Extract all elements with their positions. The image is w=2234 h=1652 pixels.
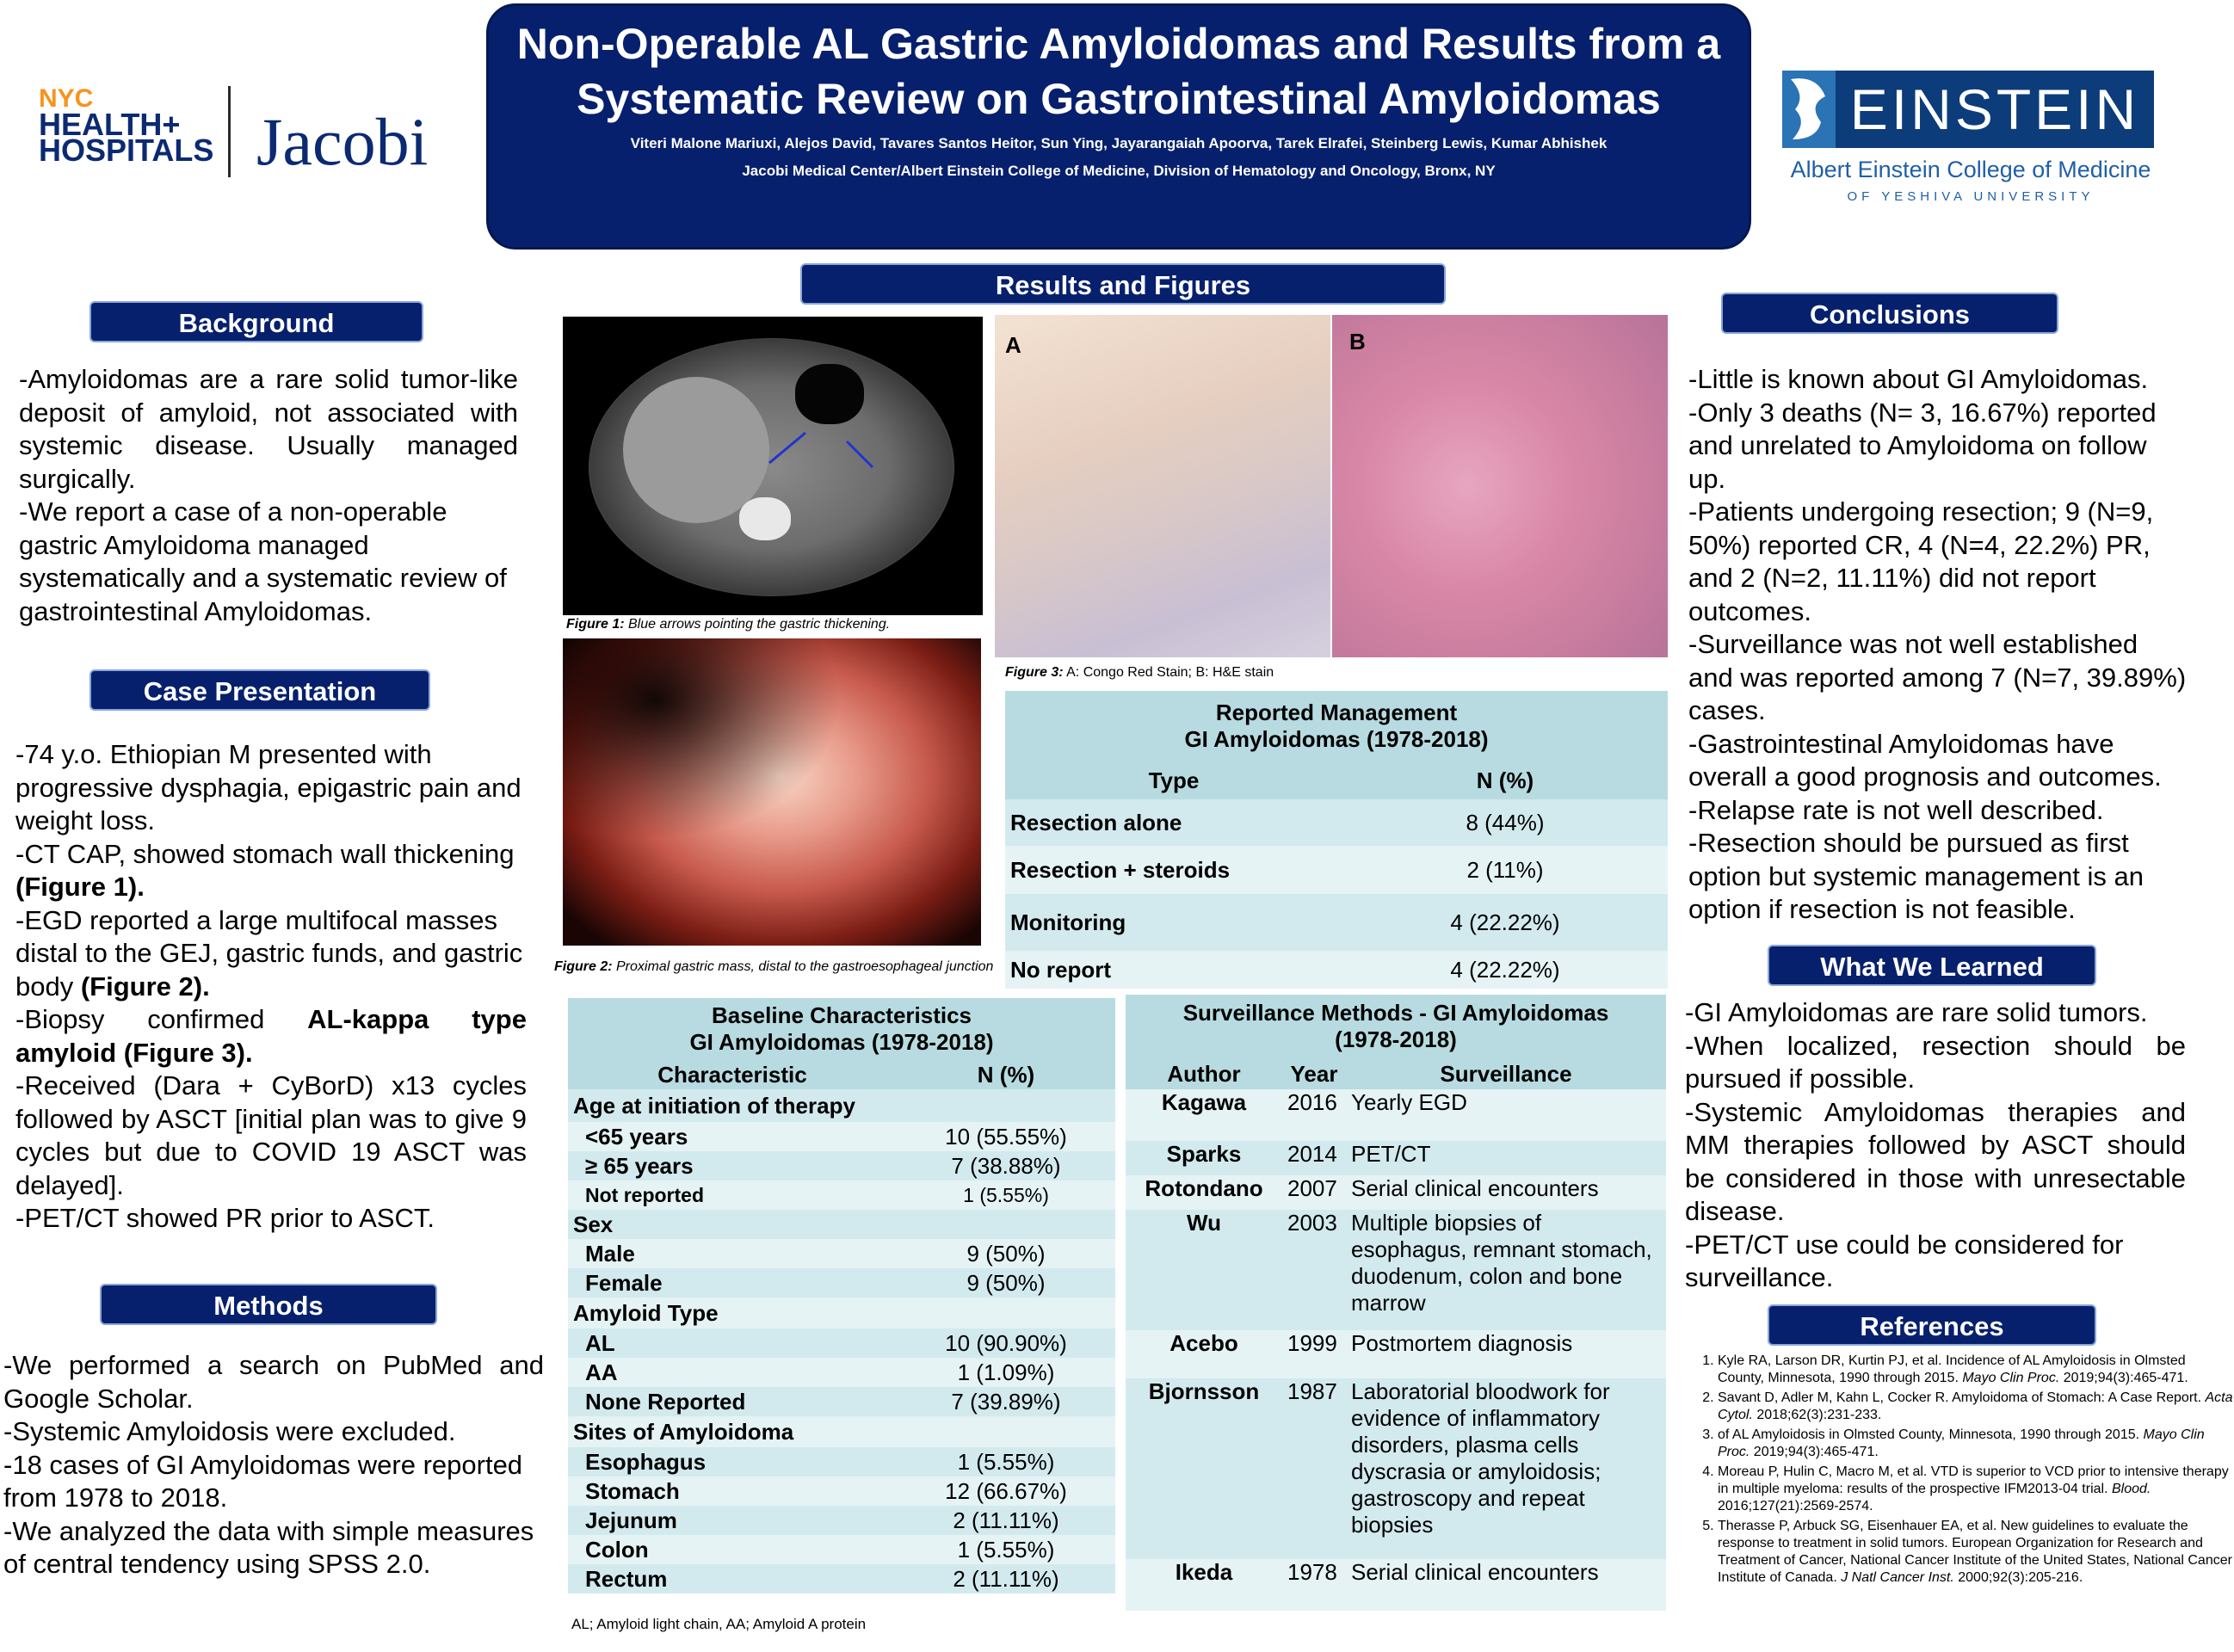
learned-item: -PET/CT use could be considered for surveillance. [1685,1229,2124,1292]
row-label: No report [1010,956,1111,983]
results-heading: Results and Figures [800,263,1446,305]
what-we-learned-heading: What We Learned [1768,945,2096,986]
table-row [1126,1210,1666,1330]
table-title-line: Baseline Characteristics [711,1002,972,1028]
logo-text-nyc: NYC [39,84,94,113]
author-cell: Rotondano [1145,1175,1263,1201]
case-paragraph [15,838,527,904]
table-title-line: Reported Management [1215,700,1458,725]
reference-journal: Mayo Clin Proc. [1962,1371,2060,1385]
case-presentation-text [15,738,527,1236]
method-cell: Yearly EGD [1351,1089,1467,1115]
table-title [1126,995,1666,1058]
table-row [1005,799,1668,846]
conclusion-item: -Little is known about GI Amyloidomas. [1688,364,2149,394]
caption-text: A: Congo Red Stain; B: H&E stain [1063,665,1274,680]
group-row [568,1416,1115,1447]
row-value: 1 (1.09%) [957,1359,1055,1385]
background-heading: Background [89,301,423,342]
reference-item [1718,1353,2234,1387]
table-row [1126,1378,1666,1559]
row-value: 9 (50%) [966,1269,1046,1296]
author-cell: Wu [1187,1210,1221,1236]
row-value: 1 (5.55%) [957,1536,1055,1563]
table-row [1126,1089,1666,1141]
methods-heading: Methods [100,1284,437,1325]
author-cell: Ikeda [1175,1559,1233,1585]
table-row [1126,1330,1666,1378]
case-paragraph: -Received (Dara + CyBorD) x13 cycles followed by ASCT [initial plan was to give 9 cycles but due to COVID 19 ASCT was delayed]. [15,1070,527,1200]
table-row [568,1358,1115,1387]
row-label: <65 years [585,1123,688,1150]
logo-text-health: HEALTH+ [39,107,181,142]
empty-cell [897,1298,1115,1328]
methods-paragraph: -18 cases of GI Amyloidomas were reported from 1978 to 2018. [3,1449,523,1513]
empty-cell [897,1089,1115,1122]
panel-label: A [1005,332,1021,358]
reference-text: Moreau P, Hulin C, Macro M, et al. VTD is superior to VCD prior to intensive therapy in multiple myeloma: results of the prospective IFM2013-04 trial. [1718,1464,2229,1496]
year-cell: 2014 [1287,1141,1337,1167]
table-row [1126,1175,1666,1210]
reference-journal: Blood. [2111,1482,2151,1496]
methods-paragraph: -We performed a search on PubMed and Google Scholar. [3,1350,544,1414]
row-label: ≥ 65 years [585,1152,694,1179]
nyc-health-hospitals-logo [39,84,214,168]
row-label: Male [585,1240,635,1267]
year-cell: 1978 [1287,1559,1337,1585]
author-list: Viteri Malone Mariuxi, Alejos David, Tavares Santos Heitor, Sun Ying, Jayarangaiah Apoorva, Tarek Elrafei, Steinberg Lewis, Kumar Abhishek [630,135,1608,151]
logo-text-hospitals: HOSPITALS [39,133,214,168]
poster-title: Non-Operable AL Gastric Amyloidomas and Results from a Systematic Review on Gastrointestinal Amyloidomas [516,20,1721,123]
baseline-table [568,998,1115,1593]
conclusion-item: -Patients undergoing resection; 9 (N=9, 50%) reported CR, 4 (N=4, 22.2%) PR, and 2 (N=2, 11.11%) did not report outcomes. [1688,496,2154,626]
empty-cell [897,1416,1115,1447]
table-row [1005,951,1668,989]
row-label: Colon [585,1536,649,1563]
row-label: Esophagus [585,1448,707,1475]
column-header: N (%) [977,1061,1035,1088]
title-banner [486,3,1751,250]
year-cell: 1987 [1287,1378,1337,1404]
reference-text: Savant D, Adler M, Kahn L, Cocker R. Amyloidoma of Stomach: A Case Report. [1718,1390,2206,1405]
group-label: Age at initiation of therapy [573,1092,855,1119]
table-title-row [568,998,1115,1060]
row-value: 7 (38.88%) [951,1152,1061,1179]
einstein-emblem-icon [1782,71,1836,148]
reference-citation: 2019;94(3):465-471. [2059,1371,2188,1385]
reference-citation: 2018;62(3):231-233. [1752,1408,1882,1422]
figure-1-caption [566,616,997,633]
table-row [568,1535,1115,1564]
reference-text: Therasse P, Arbuck SG, Eisenhauer EA, et al. New guidelines to evaluate the response to treatment in solid tumors. European Organization for Research and Treatment of Cancer, National Cancer Institute of the United States, National Cancer Institute of Canada. [1718,1519,2232,1585]
jacobi-logo: Jacobi [256,104,429,179]
methods-text [3,1349,544,1581]
table-row [568,1476,1115,1506]
table-header-row [1005,761,1668,799]
ct-scan-image [563,317,983,615]
row-label: Jejunum [585,1507,677,1533]
group-label: Amyloid Type [573,1299,719,1326]
learned-item: -When localized, resection should be pursued if possible. [1685,1030,2186,1094]
references-heading: References [1768,1304,2096,1346]
row-value: 2 (11%) [1466,856,1544,883]
endoscopy-shadow [563,638,981,946]
figure-reference: AL-kappa type amyloid (Figure 3). [15,1004,527,1068]
conclusion-item: -Gastrointestinal Amyloidomas have overall a good prognosis and outcomes. [1688,728,2162,792]
case-text: -Biopsy confirmed [15,1004,308,1034]
year-cell: 2016 [1287,1089,1337,1115]
column-header: N (%) [1476,767,1534,793]
conclusions-heading: Conclusions [1721,293,2058,334]
column-header: Type [1148,767,1200,793]
figure-reference: (Figure 1). [15,872,145,902]
group-row [568,1298,1115,1328]
reference-journal: Acta Cytol. [1718,1390,2233,1422]
row-value: 7 (39.89%) [951,1388,1061,1415]
row-label: Rectum [585,1565,668,1592]
column-header: Characteristic [657,1061,807,1088]
row-value: 2 (11.11%) [953,1565,1059,1592]
figure-reference: (Figure 2). [80,971,210,1002]
column-header: Surveillance [1440,1060,1572,1087]
reference-item [1718,1464,2234,1515]
row-value: 2 (11.11%) [953,1507,1059,1533]
row-value: 4 (22.22%) [1450,909,1560,935]
learned-item: -Systemic Amyloidomas therapies and MM therapies followed by ASCT should be considered in those with unresectable disease. [1685,1096,2186,1226]
caption-text: Proximal gastric mass, distal to the gastroesophageal junction [612,959,994,974]
table-header-row [568,1060,1115,1089]
figure-3-caption [1005,664,1435,681]
table-row [1126,1141,1666,1175]
surveillance-table [1126,995,1666,1611]
case-text: -CT CAP, showed stomach wall thickening [15,838,515,869]
table-title-line: Surveillance Methods - GI Amyloidomas [1182,1000,1609,1026]
background-paragraph: -Amyloidomas are a rare solid tumor-like deposit of amyloid, not associated with systemic disease. Usually managed surgically. [19,364,518,494]
case-text: -EGD reported a large multifocal masses distal to the GEJ, gastric funds, and gastric body [15,904,523,1002]
table-row [568,1122,1115,1151]
group-label: Sites of Amyloidoma [573,1418,794,1445]
figure-label: Figure 2: [554,959,613,974]
row-value: 10 (90.90%) [945,1329,1067,1356]
table-title-line: GI Amyloidomas (1978-2018) [689,1029,994,1055]
reference-citation: 2000;92(3):205-216. [1953,1570,2083,1585]
group-label: Sex [573,1211,614,1237]
row-label: AA [585,1359,618,1385]
row-label: Stomach [585,1477,680,1504]
reference-text: Kyle RA, Larson DR, Kurtin PJ, et al. Incidence of AL Amyloidosis in Olmsted County, Minnesota, 1990 through 2015. [1718,1353,2186,1385]
baseline-footnote: AL; Amyloid light chain, AA; Amyloid A protein [571,1616,867,1632]
logo-divider [228,86,231,177]
methods-paragraph: -Systemic Amyloidosis were excluded. [3,1416,456,1446]
table-row [1005,894,1668,951]
author-cell: Kagawa [1161,1089,1247,1115]
table-row [568,1151,1115,1180]
einstein-college-name: Albert Einstein College of Medicine [1790,157,2151,182]
reference-citation: 2019;94(3):465-471. [1750,1445,1879,1459]
row-value: 4 (22.22%) [1450,956,1560,983]
methods-paragraph: -We analyzed the data with simple measures of central tendency using SPSS 2.0. [3,1515,534,1579]
case-presentation-heading: Case Presentation [89,669,430,711]
group-row [568,1210,1115,1239]
einstein-logo: EINSTEIN [1836,71,2154,148]
reference-item [1718,1518,2234,1587]
row-label: Monitoring [1010,909,1126,935]
table-row [568,1328,1115,1358]
reference-list [1688,1353,2234,1589]
management-table [1005,691,1668,989]
conclusion-item: -Surveillance was not well established and was reported among 7 (N=7, 39.89%) cases. [1688,629,2187,725]
figure-label: Figure 3: [1005,665,1064,680]
table-row [568,1268,1115,1298]
reference-item [1718,1427,2234,1461]
reference-journal: Mayo Clin Proc. [1718,1427,2205,1459]
reference-item [1718,1390,2234,1424]
reference-journal: J Natl Cancer Inst. [1841,1570,1954,1585]
background-text [19,363,518,628]
reference-text: of AL Amyloidosis in Olmsted County, Minnesota, 1990 through 2015. [1718,1427,2144,1442]
table-title-row [1005,691,1668,761]
table-row [568,1180,1115,1210]
conclusion-item: -Resection should be pursued as first option but systemic management is an option if resection is not feasible. [1688,828,2144,924]
background-paragraph: -We report a case of a non-operable gastric Amyloidoma managed systematically and a systematic review of gastrointestinal Amyloidomas. [19,496,507,626]
conclusion-item: -Only 3 deaths (N= 3, 16.67%) reported and unrelated to Amyloidoma on follow up. [1688,397,2157,494]
learned-item: -GI Amyloidomas are rare solid tumors. [1685,997,2148,1027]
table-row [568,1564,1115,1593]
column-header: Author [1167,1060,1241,1087]
conclusion-item: -Relapse rate is not well described. [1688,794,2104,825]
author-cell: Bjornsson [1148,1378,1260,1404]
table-title [568,998,1115,1060]
table-title-line: GI Amyloidomas (1978-2018) [1184,726,1489,752]
table-row [1126,1559,1666,1611]
year-cell: 2003 [1287,1210,1337,1236]
congo-red-stain-image [995,315,1330,657]
row-label: Resection + steroids [1010,856,1231,883]
table-row [568,1506,1115,1535]
table-header-row [1126,1058,1666,1089]
row-value: 8 (44%) [1466,809,1545,835]
caption-text: Blue arrows pointing the gastric thickening. [624,617,891,632]
figure-2-caption [554,959,995,976]
author-cell: Sparks [1166,1141,1242,1167]
reference-citation: 2016;127(21):2569-2574. [1718,1499,1873,1513]
conclusions-text [1688,363,2188,927]
endoscopy-image [563,638,981,946]
method-cell: Multiple biopsies of esophagus, remnant stomach, duodenum, colon and bone marrow [1351,1210,1652,1316]
table-row [568,1387,1115,1416]
case-paragraph: -74 y.o. Ethiopian M presented with progressive dysphagia, epigastric pain and weight loss. [15,739,521,835]
row-value: 10 (55.55%) [945,1123,1067,1150]
case-paragraph: -PET/CT showed PR prior to ASCT. [15,1203,435,1233]
row-value: 1 (5.55%) [963,1183,1049,1206]
table-row [568,1447,1115,1476]
case-paragraph [15,904,527,1004]
group-row [568,1089,1115,1122]
method-cell: PET/CT [1351,1141,1431,1167]
affiliation: Jacobi Medical Center/Albert Einstein College of Medicine, Division of Hematology and Oncology, Bronx, NY [742,163,1496,179]
case-paragraph [15,1003,527,1069]
row-label: AL [585,1329,615,1356]
row-label: Female [585,1269,663,1296]
row-value: 9 (50%) [966,1240,1046,1267]
table-title [1005,691,1668,761]
figure-label: Figure 1: [566,617,625,632]
table-title-line: (1978-2018) [1335,1026,1457,1052]
einstein-university-name: OF YESHIVA UNIVERSITY [1847,189,2095,204]
author-cell: Acebo [1169,1330,1238,1356]
row-value: 1 (5.55%) [957,1448,1055,1475]
what-we-learned-text [1685,996,2186,1295]
row-label: Not reported [585,1183,704,1206]
year-cell: 1999 [1287,1330,1337,1356]
row-label: Resection alone [1010,809,1182,835]
empty-cell [897,1210,1115,1239]
arrow-icon [563,317,983,615]
method-cell: Serial clinical encounters [1351,1175,1599,1201]
row-value: 12 (66.67%) [945,1477,1067,1504]
he-stain-image [1332,315,1668,657]
table-row [568,1239,1115,1268]
method-cell: Serial clinical encounters [1351,1559,1599,1585]
table-row [1005,846,1668,894]
method-cell: Laboratorial bloodwork for evidence of inflammatory disorders, plasma cells dyscrasia or amyloidosis; gastroscopy and repeat biopsies [1351,1378,1610,1538]
row-label: None Reported [585,1388,746,1415]
method-cell: Postmortem diagnosis [1351,1330,1573,1356]
year-cell: 2007 [1287,1175,1337,1201]
column-header: Year [1290,1060,1338,1087]
panel-label: B [1349,329,1366,354]
table-title-row [1126,995,1666,1058]
